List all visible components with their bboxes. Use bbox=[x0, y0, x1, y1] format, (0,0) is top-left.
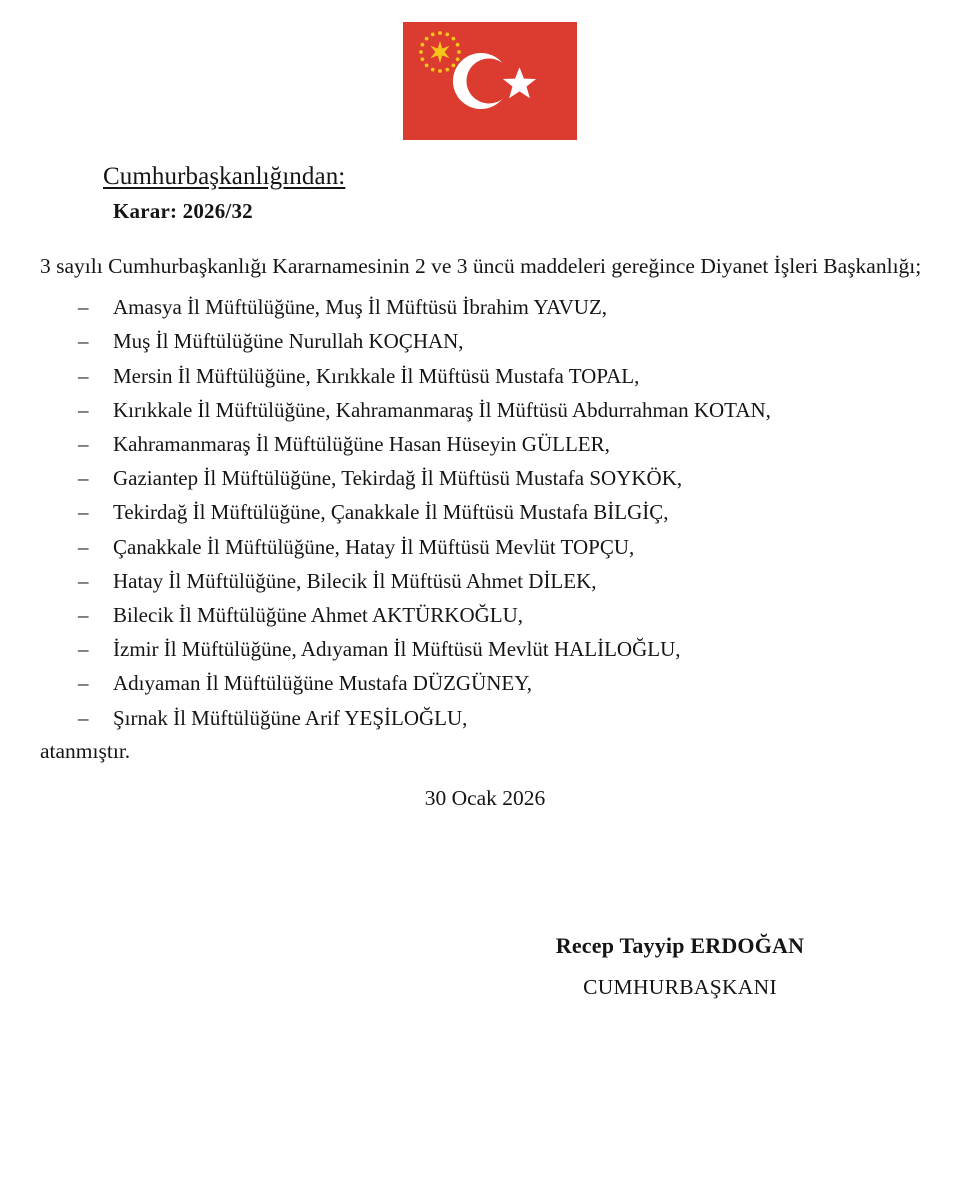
list-item-text: Adıyaman İl Müftülüğüne Mustafa DÜZGÜNEY, bbox=[113, 671, 532, 696]
decision-number: Karar: 2026/32 bbox=[113, 198, 253, 223]
bullet-dash: – bbox=[78, 603, 89, 627]
bullet-dash: – bbox=[78, 637, 89, 662]
list-item-text: Mersin İl Müftülüğüne, Kırıkkale İl Müftüsü Mustafa TOPAL, bbox=[113, 363, 640, 388]
bullet-dash: – bbox=[78, 397, 89, 422]
list-item-text: Kırıkkale İl Müftülüğüne, Kahramanmaraş İl Müftüsü Abdurrahman KOTAN, bbox=[113, 397, 771, 422]
page-title: Cumhurbaşkanlığından: bbox=[103, 163, 346, 190]
list-item-text: Şırnak İl Müftülüğüne Arif YEŞİLOĞLU, bbox=[113, 705, 468, 730]
bullet-dash: – bbox=[78, 500, 89, 525]
closing-text: atanmıştır. bbox=[40, 738, 131, 763]
bullet-dash: – bbox=[78, 568, 89, 593]
list-item bbox=[0, 701, 980, 735]
bullet-dash: – bbox=[78, 363, 89, 388]
list-item-text: Hatay İl Müftülüğüne, Bilecik İl Müftüsü Ahmet DİLEK, bbox=[113, 568, 597, 593]
list-item bbox=[0, 393, 980, 427]
list-item bbox=[0, 427, 980, 461]
bullet-dash: – bbox=[78, 705, 89, 730]
emblem-container bbox=[0, 0, 980, 140]
bullet-dash: – bbox=[78, 671, 89, 696]
list-item-text: İzmir İl Müftülüğüne, Adıyaman İl Müftüsü Mevlüt HALİLOĞLU, bbox=[113, 637, 681, 662]
signatory-name: Recep Tayyip ERDOĞAN bbox=[555, 932, 805, 958]
bullet-dash: – bbox=[78, 431, 89, 456]
bullet-dash: – bbox=[78, 329, 89, 354]
header-block bbox=[0, 162, 980, 224]
signature-block bbox=[0, 933, 980, 1000]
list-item-text: Kahramanmaraş İl Müftülüğüne Hasan Hüseyin GÜLLER, bbox=[113, 431, 610, 456]
bullet-dash: – bbox=[78, 534, 89, 559]
list-item bbox=[0, 632, 980, 666]
signatory-title: CUMHURBAŞKANI bbox=[583, 974, 777, 999]
list-item bbox=[0, 564, 980, 598]
bullet-dash: – bbox=[78, 466, 89, 491]
list-item-text: Amasya İl Müftülüğüne, Muş İl Müftüsü İbrahim YAVUZ, bbox=[113, 295, 608, 320]
list-item bbox=[0, 666, 980, 700]
list-item bbox=[0, 359, 980, 393]
list-item bbox=[0, 495, 980, 529]
list-item bbox=[0, 461, 980, 495]
list-item-text: Bilecik İl Müftülüğüne Ahmet AKTÜRKOĞLU, bbox=[113, 603, 524, 627]
list-item-text: Muş İl Müftülüğüne Nurullah KOÇHAN, bbox=[113, 329, 464, 354]
list-item bbox=[0, 530, 980, 564]
list-item bbox=[0, 598, 980, 632]
list-item-text: Gaziantep İl Müftülüğüne, Tekirdağ İl Müftüsü Mustafa SOYKÖK, bbox=[113, 466, 683, 491]
list-item-text: Tekirdağ İl Müftülüğüne, Çanakkale İl Müftüsü Mustafa BİLGİÇ, bbox=[113, 500, 669, 525]
turkish-flag-emblem bbox=[403, 22, 577, 140]
list-item bbox=[0, 290, 980, 324]
appointments-list bbox=[0, 290, 980, 735]
document-date: 30 Ocak 2026 bbox=[424, 785, 546, 810]
list-item bbox=[0, 324, 980, 358]
bullet-dash: – bbox=[78, 295, 89, 320]
intro-paragraph: 3 sayılı Cumhurbaşkanlığı Kararnamesinin 2 ve 3 üncü maddeleri gereğince Diyanet İşleri Başkanlığı; bbox=[40, 253, 922, 278]
list-item-text: Çanakkale İl Müftülüğüne, Hatay İl Müftüsü Mevlüt TOPÇU, bbox=[113, 534, 635, 559]
